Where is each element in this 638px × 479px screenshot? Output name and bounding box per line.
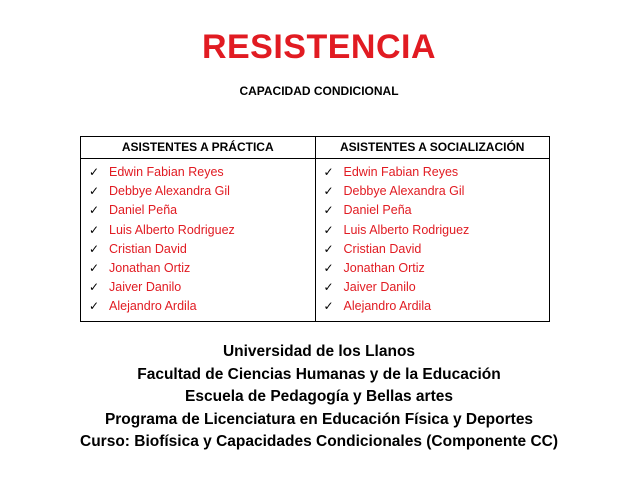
footer-university: Universidad de los Llanos [222, 343, 416, 360]
practica-list [89, 163, 315, 317]
attendee-name: Daniel Peña [109, 203, 178, 218]
footer-faculty: Facultad de Ciencias Humanas y de la Educación [137, 365, 501, 383]
attendee-name: Jaiver Danilo [343, 280, 416, 295]
attendee-name: Debbye Alexandra Gil [343, 184, 465, 199]
checkmark-icon: ✓ [323, 299, 334, 314]
checkmark-icon: ✓ [323, 241, 334, 256]
list-item [89, 259, 315, 278]
list-item [324, 278, 550, 297]
list-item [89, 201, 315, 220]
attendee-name: Luis Alberto Rodriguez [343, 222, 470, 237]
checkmark-icon: ✓ [323, 203, 334, 218]
footer-course: Curso: Biofísica y Capacidades Condicionales (Componente CC) [80, 433, 558, 450]
list-item [89, 182, 315, 201]
checkmark-icon: ✓ [89, 203, 100, 218]
list-item [89, 240, 315, 259]
list-item [89, 297, 315, 316]
list-item [89, 278, 315, 297]
socializacion-list [324, 163, 550, 317]
attendee-name: Jonathan Ortiz [109, 260, 191, 275]
list-item [89, 221, 315, 240]
checkmark-icon: ✓ [89, 222, 100, 237]
list-item [324, 163, 550, 182]
attendee-name: Luis Alberto Rodriguez [109, 222, 235, 237]
attendee-name: Daniel Peña [343, 203, 412, 218]
attendee-name: Cristian David [109, 241, 187, 256]
attendee-name: Alejandro Ardila [343, 299, 432, 314]
checkmark-icon: ✓ [323, 184, 334, 199]
checkmark-icon: ✓ [323, 222, 334, 237]
checkmark-icon: ✓ [323, 165, 334, 179]
list-item [89, 163, 315, 182]
list-item [324, 221, 550, 240]
list-item [324, 201, 550, 220]
checkmark-icon: ✓ [323, 280, 334, 295]
checkmark-icon: ✓ [89, 299, 100, 314]
checkmark-icon: ✓ [89, 280, 100, 295]
attendee-name: Jonathan Ortiz [343, 260, 425, 275]
header-socializacion: ASISTENTES A SOCIALIZACIÓN [315, 137, 550, 159]
checkmark-icon: ✓ [89, 165, 100, 179]
list-item [324, 182, 550, 201]
checkmark-icon: ✓ [89, 241, 100, 256]
practica-cell [81, 159, 316, 322]
checkmark-icon: ✓ [89, 184, 100, 199]
footer-school: Escuela de Pedagogía y Bellas artes [185, 388, 453, 405]
attendee-name: Cristian David [343, 241, 422, 256]
institution-footer [0, 341, 638, 454]
attendee-name: Edwin Fabian Reyes [109, 165, 224, 179]
list-item [324, 297, 550, 316]
list-item [324, 259, 550, 278]
page-title: RESISTENCIA [201, 28, 437, 66]
checkmark-icon: ✓ [89, 260, 100, 275]
list-item [324, 240, 550, 259]
header-practica: ASISTENTES A PRÁCTICA [81, 137, 316, 159]
attendee-name: Jaiver Danilo [109, 280, 182, 295]
attendee-name: Alejandro Ardila [109, 299, 197, 314]
checkmark-icon: ✓ [323, 260, 334, 275]
attendee-name: Debbye Alexandra Gil [109, 184, 230, 199]
page-subtitle: CAPACIDAD CONDICIONAL [239, 84, 399, 98]
attendee-name: Edwin Fabian Reyes [343, 165, 459, 179]
footer-program: Programa de Licenciatura en Educación Física y Deportes [104, 410, 534, 428]
attendance-table [80, 136, 550, 322]
socializacion-cell [315, 159, 550, 322]
